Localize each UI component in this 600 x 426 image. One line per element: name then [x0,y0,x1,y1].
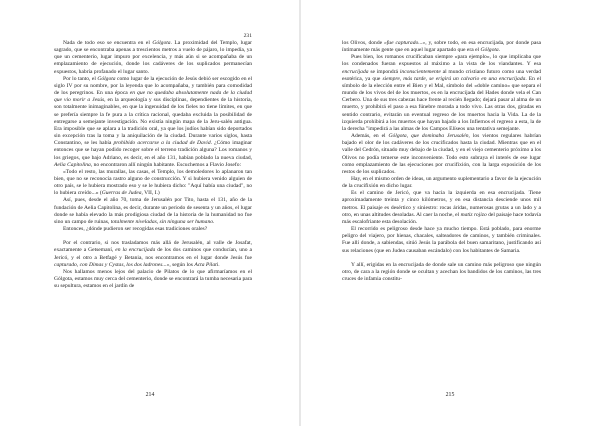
paragraph: Nada de todo eso se encuentra en el Gólgota. La proximidad del Templo, lugar sagrado, que se encontraba apenas a trescientos metros a vuelo de pájaro, lo impedía, ya que un cementerio, lugar impuro por excelencia, y más aún si se acompañaba de un emplazamiento de ejecución, donde los cadáveres de los suplicados permanecían expuestos, habría profanado el lugar santo. [54,40,252,75]
paragraph: los Olivos, donde «fue capturado...», y, sobre todo, en esa encrucijada, por donde pasa íntimamente más gente que en aquel lugar apartado que era el Gólgota. [342,40,542,54]
paragraph: «Todo el resto, las murallas, las casas, el Templo, los demoledores lo aplanaron tan bien, que no se reconocía rastro alguno de construcción. Y si hubiera venido alguien de otro país, se le hubiera mostrado eso y se le hubiera dicho: "Aquí había una ciudad", no lo hubiera creído...» (Guerras de Judea, VII, I.) [54,168,252,197]
paragraph: Y allí, erigidas en la encrucijada de donde sale un camino más peligroso que ningún otro, de cara a la región donde se ocultan y acechan los bandidos de los caminos, las tres cruces de infamia constitu- [342,261,541,282]
right-page-text [342,40,541,283]
right-page-number: 215 [445,392,455,398]
paragraph: Hay, en el mismo orden de ideas, un argumento suplementario a favor de la ejecución de la crucifixión en dicho lugar. [342,175,541,190]
right-page [300,0,600,426]
paragraph: Por lo tanto, el Gólgota como lugar de la ejecución de Jesús debió ser escogido en el siglo IV por su nombre, por la leyenda que lo acompañaba, y también para comodidad de los peregrinos. En una época en que no quedaba absolutamente nada de la ciudad que vio morir a Jesús, en la arqueología y sus disciplinas, dependientes de la historia, son totalmente inimaginables, en que la ingenuidad de los fieles no tiene límites, en que se prefería siempre la fe pura a la crítica racional, quedaba excluida la posibilidad de entregarse a semejante investigación. No existía ningún mapa de la Jeru-salén antigua. Era imposible que se aplara a la tradición oral, ya que los judíos habían sido deportados sin excepción tras la toma y la aniquilación de la ciudad. Durante varios siglos, hasta Constantino, se les había prohibido acercarse a la ciudad de David. ¿Cómo imaginar entonces que se hayan podido recoger sobre el terreno tradición alguna? Los romanos y los griegos, que bajo Adriano, es decir, en el año 131, habían poblado la nueva ciudad, Aelia Capitolina, no encontraron allí ningún habitante. Escuchemos a Flavio Josefo: [54,75,252,168]
left-page-block-2 [54,240,252,290]
left-page-number: 214 [145,392,155,398]
paragraph: Es el camino de Jericó, que va hacia la izquierda en esa encrucijada. Tiene aproximadamente treinta y cinco kilómetros, y en esa distancia desciende unos mil metros. El paisaje es desértico y siniestro: rocas áridas, numerosas grutas a un lado y a otro, en unas altitudes desoladas. Al caer la noche, el matiz rojizo del paisaje hace todavía más escalofriante esta desolación. [342,190,541,225]
paragraph: Nos hallamos menos lejos del palacio de Pilatos de lo que afirmaríamos en el Gólgota, estamos muy cerca del cementerio, donde se encontrará la tumba necesaria para su sepultura, estamos en el jardín de [54,268,252,290]
paragraph: Además, en el Gólgota, que dominaba Jerusalén, los vientos regulares habrían bajado el olor de los cadáveres de los crucificados hasta la ciudad. Mientras que en el valle del Cedrón, situado muy debajo de la ciudad, y en el viejo cementerio próximo a los Olivos no podía temerse este inconveniente. Todo esto subraya el interés de ese lugar como emplazamiento de las ejecuciones por crucifixión, con la larga exposición de los restos de los suplicados. [342,133,542,175]
paragraph: Así, pues, desde el año 70, toma de Jerusalén por Tito, hasta el 131, año de la fundación de Aelia Capitolina, es decir, durante un periodo de sesenta y un años, el lugar donde se había elevado la más prodigiosa ciudad de la historia de la humanidad no fue sino un campo de ruinas, totalmente niveladas, sin ninguna ser humano. [54,197,252,225]
right-page-block-1 [342,40,541,255]
left-page-block-1 [54,40,252,233]
paragraph: Pues bien, los romanos crucificaban siempre «para ejemplo», lo que implicaba que los condenados fueran expuestos al máximo a la vista de los viandantes. Y esa encrucijada se impondrá inconscientemente al mundo cristiano futuro como una verdad esotérica, ya que siempre, más tarde, se erigirá un calvario en una encrucijada. En el símbolo de la elección entre el Bien y el Mal, símbolo del «doble camino» que separa el mundo de los vivos del de los muertos, es en la encrucijada del Hades donde vela el Can Cerbero. Una de sus tres cabezas hace frente al recién llegado; dejará pasar al alma de un muerto, y prohibirá el paso a esa fúnebre morada a todo vivo. Las otras dos, giradas en sentido contrario, evitarán un eventual regreso de los muertos hacia la Vida. La de la izquierda prohibirá a los muertos que hayan bajado a los Infiernos el regreso a esta, la de la derecha "impedirá a las almas de los Campos Elíseos una tentativa semejante. [342,54,541,132]
left-page-text [54,40,252,290]
paragraph: Por el contrario, si nos trasladamos más allá de Jerusalén, al valle de Josafat, exactamente a Getsemaní, en la encrucijada de los dos caminos que conducían, uno a Jericó, y el otro a Betfagé y Betania, nos encontramos en el lugar donde Jesús fue capturado, con Dimas y Cystas, los dos ladrones...», según los Acta Pilati. [54,240,252,268]
left-page-running-number: 231 [243,33,252,39]
paragraph: El recorrido es peligroso desde hace ya mucho tiempo. Está poblado, para enorme peligro del viajero, por hienas, chacales, salteadores de caminos, y también criminales. Fue allí donde, a sabiendas, sitúó Jesús la parábola del buen samaritano, justificando así sus relaciones (que en Judea causaban escándalo) con los habitantes de Samaria. [342,226,541,254]
paragraph: Entonces, ¿dónde pudieron ser recogidas esas tradiciones orales? [63,226,208,233]
right-page-block-2 [342,262,541,283]
section-break [342,255,541,262]
